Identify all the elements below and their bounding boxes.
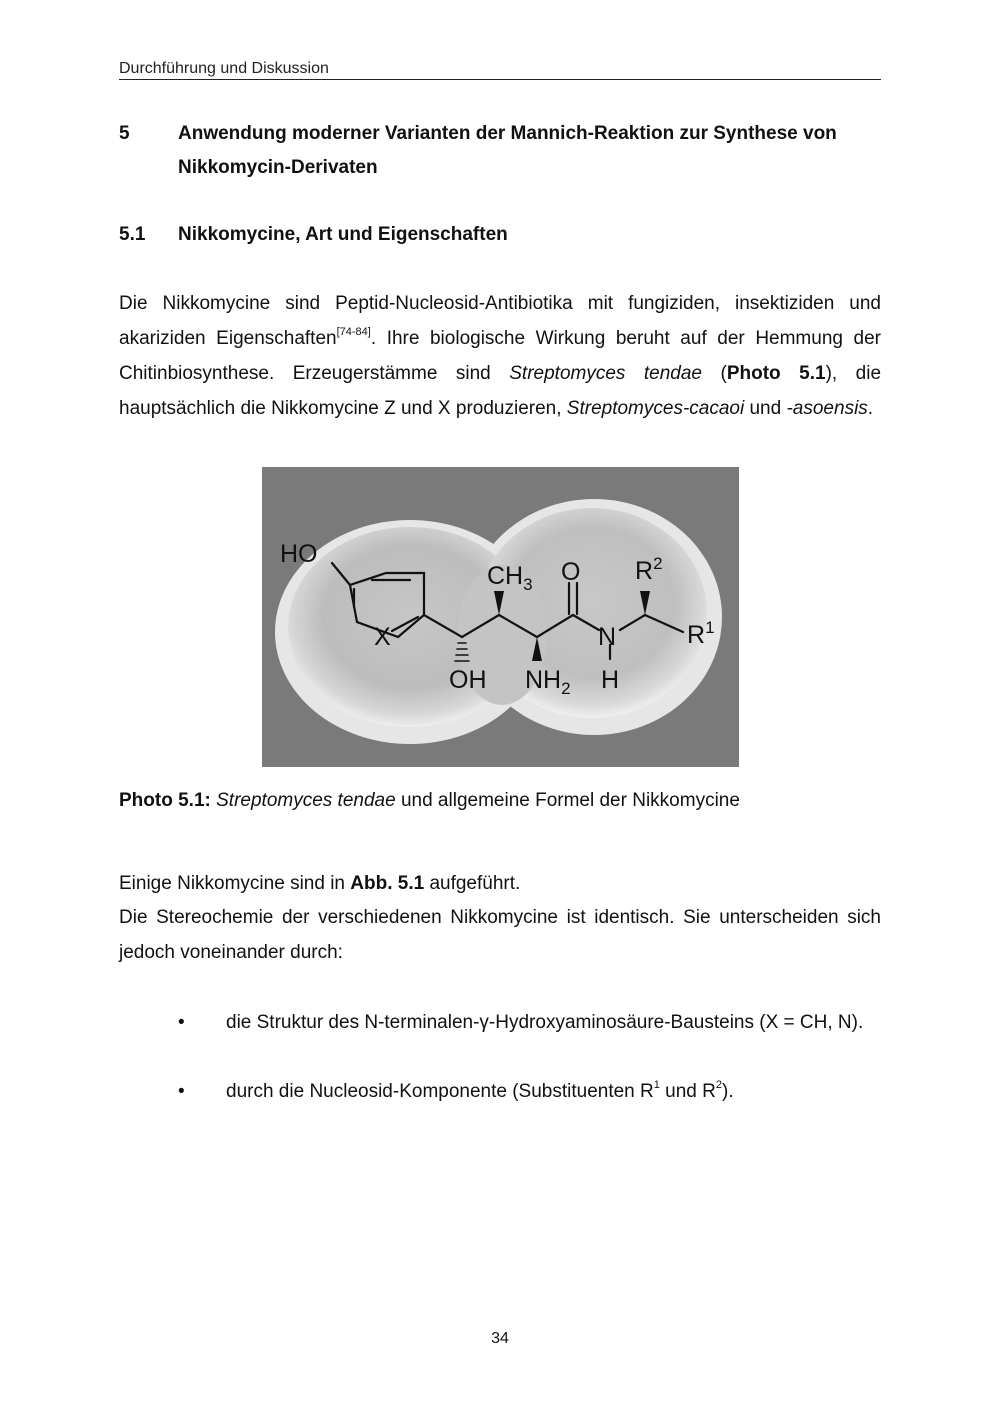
intro-text-4: ), die hauptsächlich die Nikkomycine Z und X produzieren, (119, 363, 882, 419)
para2-text-1: Einige Nikkomycine sind in (119, 873, 351, 894)
page-number: 34 (491, 1330, 509, 1347)
species-tendae: Streptomyces tendae (509, 363, 703, 384)
chapter-number: 5 (119, 123, 130, 144)
label-r1: $R^1$ (687, 618, 715, 649)
bullet-symbol: • (178, 1012, 185, 1033)
para3-text: Die Stereochemie der verschiedenen Nikkomycine ist identisch. Sie unterscheiden sich jedoch voneinander durch: (119, 907, 881, 963)
label-ch3: $CH_3$ (487, 562, 533, 594)
citation-ref: [74-84] (336, 326, 371, 338)
caption-text: und allgemeine Formel der Nikkomycine (395, 790, 740, 811)
running-header (119, 59, 881, 80)
intro-paragraph (119, 286, 881, 426)
figure-caption (119, 786, 881, 816)
section-number: 5.1 (119, 224, 146, 245)
label-r2: $R^2$ (635, 554, 663, 585)
bullet-text: die Struktur des N-terminalen-γ-Hydroxyaminosäure-Bausteins (X = CH, N). (226, 1012, 864, 1033)
species-cacaoi: Streptomyces-cacaoi (566, 398, 745, 419)
species-asoensis: -asoensis (786, 398, 868, 419)
section-title: Nikkomycine, Art und Eigenschaften (178, 224, 508, 245)
paragraph-abb (119, 866, 881, 901)
intro-text-6: . (867, 398, 874, 419)
photo-nikkomycin-structure (262, 467, 739, 767)
chapter-title: Anwendung moderner Varianten der Mannich-Reaktion zur Synthese von Nikkomycin-Derivaten (178, 123, 837, 178)
label-x: X (374, 623, 391, 651)
label-h: H (601, 666, 620, 694)
label-ho: HO (280, 540, 318, 568)
photo-reference: Photo 5.1 (726, 363, 826, 384)
figure-reference: Abb. 5.1 (350, 873, 425, 894)
running-header-title: Durchführung und Diskussion (119, 60, 329, 77)
label-nh2: $NH_2$ (525, 666, 571, 698)
para2-text-2: aufgeführt. (424, 873, 521, 894)
caption-species: Streptomyces tendae (216, 790, 396, 811)
label-o: O (561, 558, 581, 586)
bullet-symbol: • (178, 1081, 185, 1102)
intro-text-2: . Ihre biologische Wirkung beruht auf der Hemmung der Chitinbiosynthese. Erzeugerstämme sind (119, 328, 881, 384)
paragraph-stereochemistry (119, 900, 881, 970)
intro-text-5: und (744, 398, 787, 419)
label-n: N (598, 623, 617, 651)
intro-text-3: ( (702, 363, 727, 384)
intro-text-1: Die Nikkomycine sind Peptid-Nucleosid-Antibiotika mit fungiziden, insektiziden und akariziden Eigenschaften (119, 293, 881, 349)
label-oh: OH (449, 666, 487, 694)
caption-label: Photo 5.1: (119, 790, 211, 811)
bullet-text: durch die Nucleosid-Komponente (Substituenten $R^1$ und $R^2$). (226, 1079, 734, 1102)
